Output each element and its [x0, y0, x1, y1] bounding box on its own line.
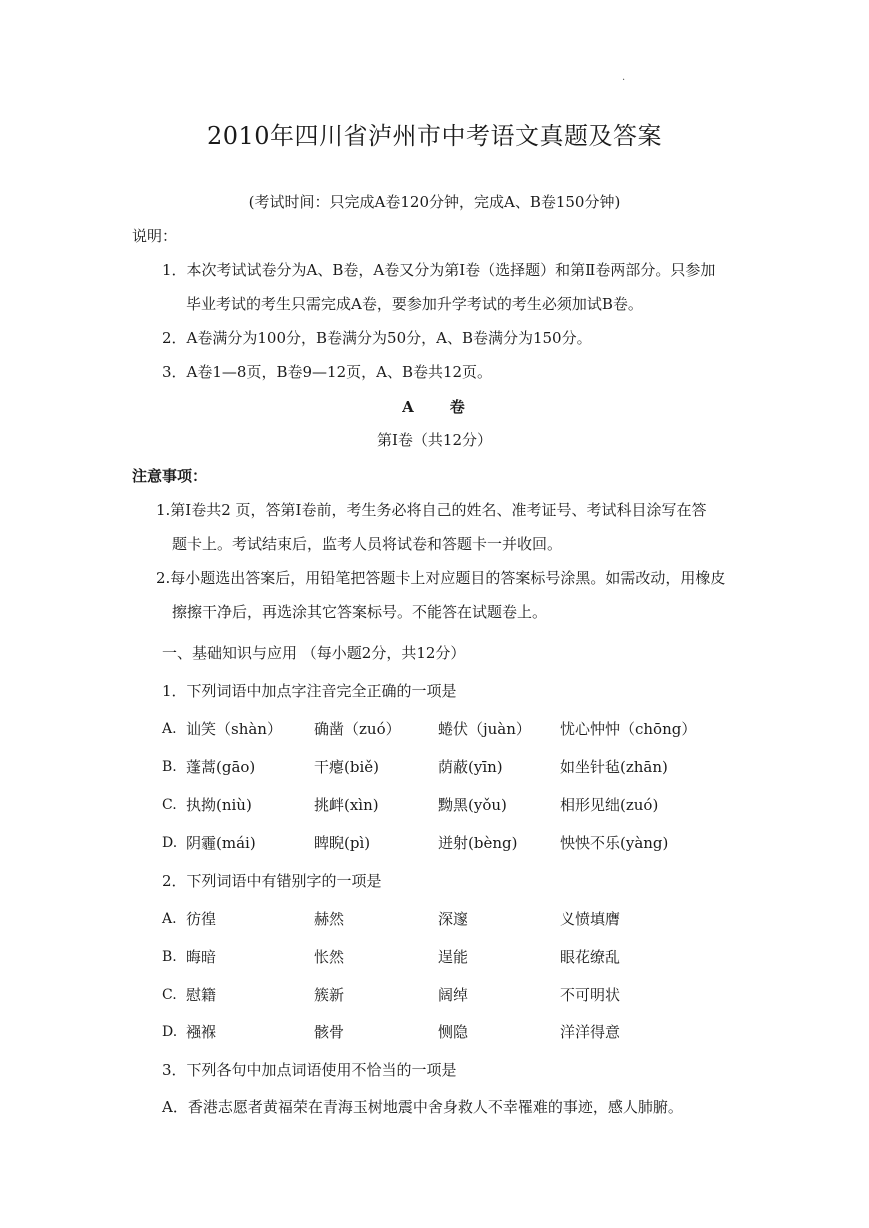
option-letter: A.	[162, 721, 177, 737]
option-letter: A.	[162, 911, 177, 927]
notes-line-4: 擦擦干净后，再选涂其它答案标号。不能答在试题卷上。	[172, 603, 548, 621]
option-cell: 阔绰	[438, 986, 469, 1004]
option-cell: 执拗(niù)	[186, 796, 252, 814]
option-cell: 如坐针毡(zhān)	[560, 758, 668, 776]
option-cell: 蜷伏（juàn）	[438, 720, 531, 738]
option-cell: 迸射(bèng)	[438, 834, 518, 852]
option-cell: 簇新	[314, 986, 345, 1004]
option-cell: 晦暗	[186, 948, 217, 966]
option-letter: B.	[162, 759, 177, 775]
option-cell: 洋洋得意	[560, 1023, 621, 1041]
shuoming-item-3: 3．A卷1—8页，B卷9—12页，A、B卷共12页。	[162, 363, 493, 381]
shuoming-item-1-cont: 毕业考试的考生只需完成A卷，要参加升学考试的考生必须加试B卷。	[186, 295, 643, 313]
option-letter: C.	[162, 797, 177, 813]
q1-stem: 1．下列词语中加点字注音完全正确的一项是	[162, 682, 457, 700]
shuoming-label: 说明：	[132, 227, 178, 245]
option-cell: 彷徨	[186, 910, 217, 928]
option-cell: 慰籍	[186, 986, 217, 1004]
option-cell: 讪笑（shàn）	[186, 720, 282, 738]
option-cell: 赫然	[314, 910, 345, 928]
shuoming-item-2: 2．A卷满分为100分，B卷满分为50分，A、B卷满分为150分。	[162, 329, 592, 347]
option-cell: 挑衅(xìn)	[314, 796, 379, 814]
option-cell: 相形见绌(zuó)	[560, 796, 659, 814]
q2-stem: 2．下列词语中有错别字的一项是	[162, 872, 382, 890]
notes-line-3: 2.每小题选出答案后，用铅笔把答题卡上对应题目的答案标号涂黑。如需改动，用橡皮	[156, 569, 726, 587]
part1-heading: 第Ⅰ卷（共12分）	[376, 431, 492, 449]
option-cell: 干瘪(biě)	[314, 758, 379, 776]
option-cell: 骸骨	[314, 1023, 345, 1041]
option-letter: B.	[162, 949, 177, 965]
option-letter: C.	[162, 987, 177, 1003]
option-cell: 确凿（zuó）	[314, 720, 401, 738]
option-cell: 怏怏不乐(yàng)	[560, 834, 669, 852]
notes-line-2: 题卡上。考试结束后，监考人员将试卷和答题卡一并收回。	[172, 535, 563, 553]
option-cell: 襁褓	[186, 1023, 217, 1041]
option-cell: 荫蔽(yīn)	[438, 758, 503, 776]
option-letter: D.	[162, 835, 178, 851]
option-cell: 睥睨(pì)	[314, 834, 371, 852]
q3-option-a: A．香港志愿者黄福荣在青海玉树地震中舍身救人不幸罹难的事迹，感人肺腑。	[162, 1098, 683, 1116]
juan-a-heading: A 卷	[402, 398, 467, 416]
section1-heading: 一、基础知识与应用 （每小题2分，共12分）	[162, 644, 466, 662]
option-cell: 眼花缭乱	[560, 948, 621, 966]
page-title: 2010年四川省泸州市中考语文真题及答案	[206, 122, 663, 150]
notes-label: 注意事项：	[132, 467, 208, 485]
option-cell: 怅然	[314, 948, 345, 966]
option-cell: 深邃	[438, 910, 469, 928]
option-cell: 不可明状	[560, 986, 621, 1004]
option-letter: D.	[162, 1024, 178, 1040]
notes-line-1: 1.第I卷共2 页，答第I卷前，考生务必将自己的姓名、准考证号、考试科目涂写在答	[156, 501, 707, 519]
option-cell: 阴霾(mái)	[186, 834, 256, 852]
header-mark: .	[622, 72, 626, 83]
option-cell: 黝黑(yǒu)	[438, 796, 507, 814]
option-cell: 义愤填膺	[560, 910, 621, 928]
option-cell: 逞能	[438, 948, 469, 966]
option-cell: 恻隐	[438, 1023, 469, 1041]
option-cell: 忧心忡忡（chōng）	[560, 720, 697, 738]
shuoming-item-1: 1．本次考试试卷分为A、B卷，A卷又分为第Ⅰ卷（选择题）和第Ⅱ卷两部分。只参加	[162, 261, 716, 279]
exam-time-note: (考试时间：只完成A卷120分钟，完成A、B卷150分钟)	[248, 193, 621, 211]
option-cell: 蓬蒿(gāo)	[186, 758, 256, 776]
q3-stem: 3．下列各句中加点词语使用不恰当的一项是	[162, 1061, 457, 1079]
